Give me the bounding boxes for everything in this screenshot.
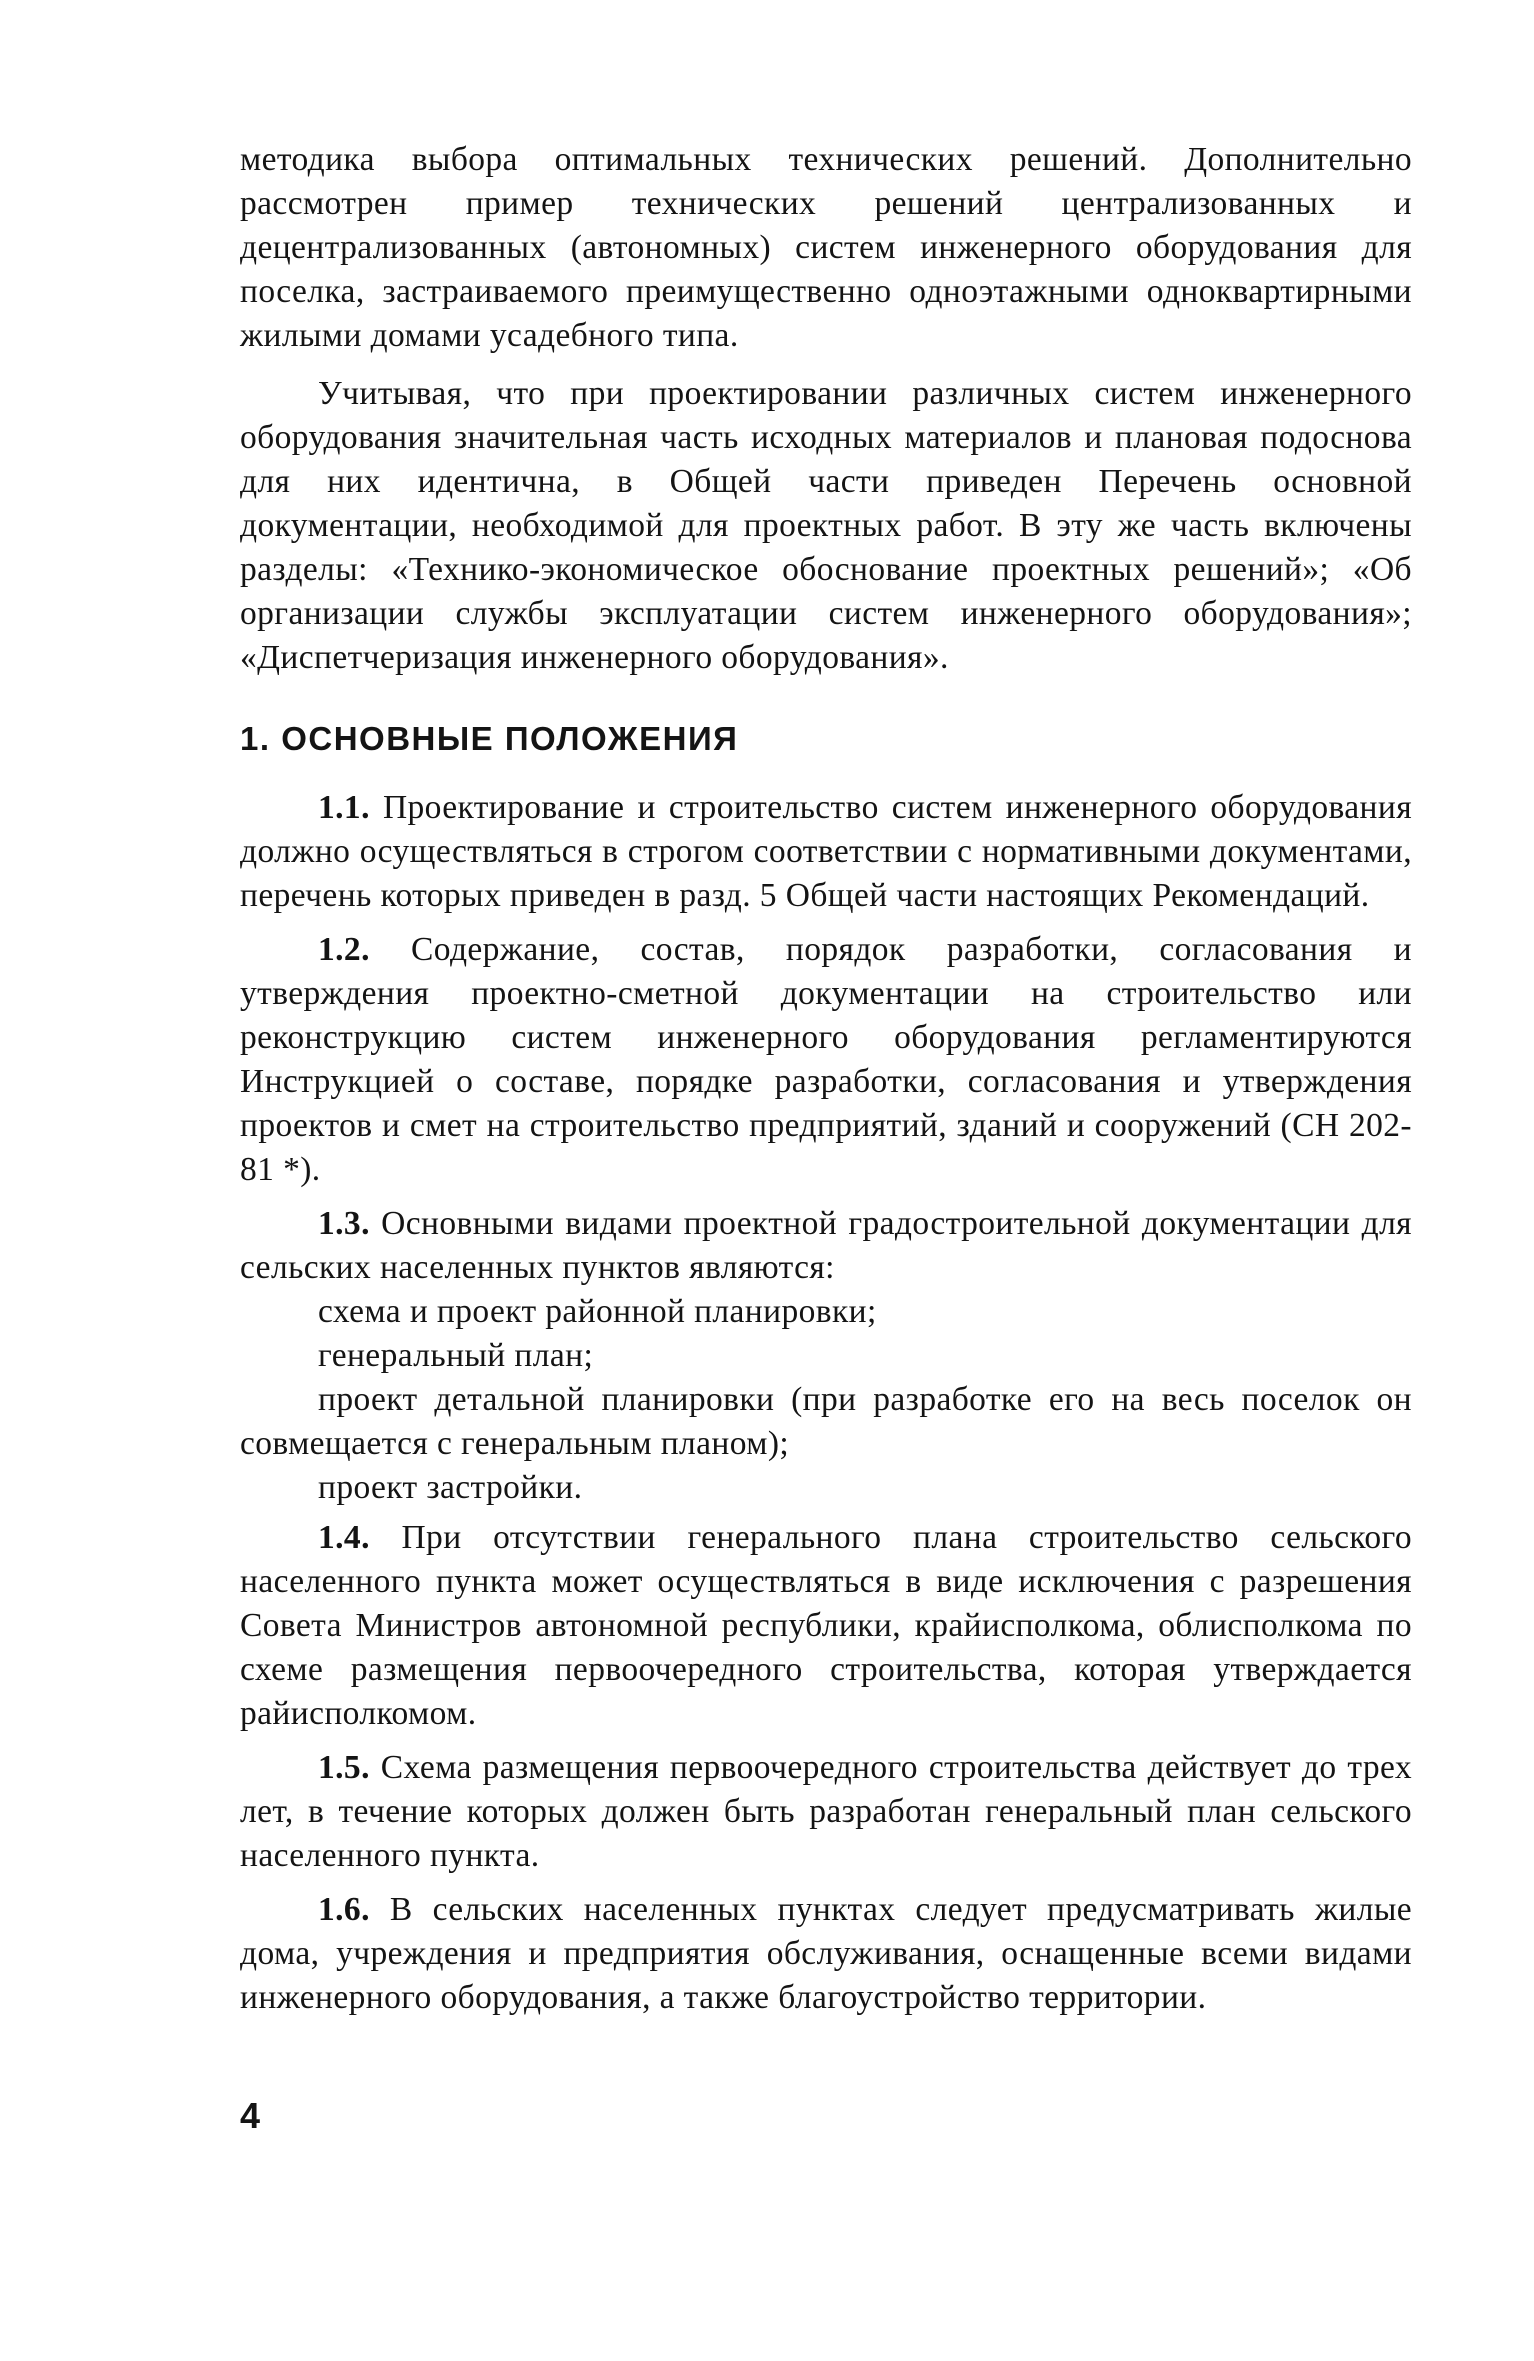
clause-number: 1.6. [318, 1891, 370, 1928]
clause-text: Схема размещения первоочередного строительства действует до трех лет, в течение которых должен быть разработан генеральный план сельского населенного пункта. [240, 1749, 1412, 1874]
clause-number: 1.1. [318, 789, 370, 826]
clause-number: 1.2. [318, 931, 370, 968]
intro-paragraph-2: Учитывая, что при проектировании различных систем инженерного оборудования значительная часть исходных материалов и плановая подоснова для них идентична, в Общей части приведен Перечень основной документации, необходимой для проектных работ. В эту же часть включены разделы: «Технико-экономическое обоснование проектных решений»; «Об организации службы эксплуатации систем инженерного оборудования»; «Диспетчеризация инженерного оборудования». [240, 375, 1412, 676]
intro-paragraph-1: методика выбора оптимальных технических решений. Дополнительно рассмотрен пример технических решений централизованных и децентрализованных (автономных) систем инженерного оборудования для поселка, застраиваемого преимущественно одноэтажными одноквартирными жилыми домами усадебного типа. [240, 141, 1412, 354]
clause-text: Основными видами проектной градостроительной документации для сельских населенных пунктов являются: [240, 1205, 1412, 1286]
page-number: 4 [240, 2095, 261, 2136]
page-body [240, 138, 1412, 2020]
list-item: генеральный план; [318, 1337, 594, 1374]
clause-number: 1.5. [318, 1749, 370, 1786]
clause-text: При отсутствии генерального плана строительство сельского населенного пункта может осуществляться в виде исключения с разрешения Совета Министров автономной республики, крайисполкома, облисполкома по схеме размещения первоочередного строительства, которая утверждается райисполкомом. [240, 1519, 1413, 1732]
list-item: схема и проект районной планировки; [318, 1293, 877, 1330]
clause-1-6 [240, 1888, 1412, 2020]
clause-1-4 [240, 1516, 1412, 1736]
clause-number: 1.4. [318, 1519, 370, 1556]
clause-text: Содержание, состав, порядок разработки, согласования и утверждения проектно-сметной документации на строительство или реконструкцию систем инженерного оборудования регламентируются Инструкцией о составе, порядке разработки, согласования и утверждения проектов и смет на строительство предприятий, зданий и сооружений (СН 202-81 *). [240, 931, 1413, 1188]
clause-1-1 [240, 786, 1412, 918]
clause-1-5 [240, 1746, 1412, 1878]
clause-text: Проектирование и строительство систем инженерного оборудования должно осуществляться в строгом соответствии с нормативными документами, перечень которых приведен в разд. 5 Общей части настоящих Рекомендаций. [240, 789, 1413, 914]
list-item: проект застройки. [318, 1469, 583, 1506]
section-heading: 1. ОСНОВНЫЕ ПОЛОЖЕНИЯ [240, 720, 739, 757]
clause-number: 1.3. [318, 1205, 370, 1242]
clause-1-3 [240, 1202, 1412, 1290]
list-item: проект детальной планировки (при разработке его на весь поселок он совмещается с генеральным планом); [240, 1381, 1412, 1462]
clause-text: В сельских населенных пунктах следует предусматривать жилые дома, учреждения и предприятия обслуживания, оснащенные всеми видами инженерного оборудования, а также благоустройство территории. [240, 1891, 1412, 2016]
clause-1-2 [240, 928, 1412, 1192]
